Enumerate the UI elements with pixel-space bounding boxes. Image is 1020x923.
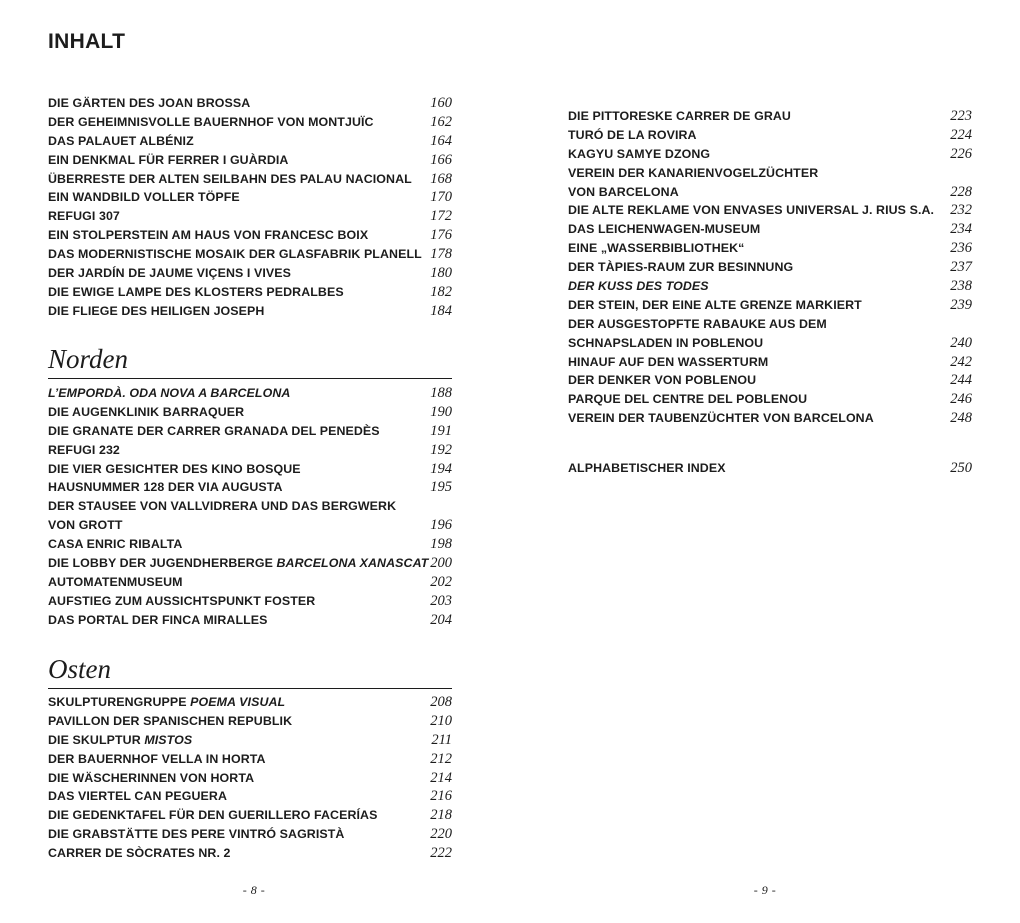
toc-entry-page: 190: [430, 403, 452, 420]
toc-entry-title: [48, 592, 315, 611]
toc-entry-title-text: DER TÀPIES-RAUM ZUR BESINNUNG: [568, 260, 794, 275]
toc-entry-title-text: DAS LEICHENWAGEN-MUSEUM: [568, 222, 761, 237]
right-page: [510, 0, 1020, 923]
toc-entry[interactable]: [48, 844, 452, 863]
toc-entry-title-text: DIE LOBBY DER JUGENDHERBERGE: [48, 556, 277, 571]
toc-entry-title: [568, 277, 709, 296]
toc-entry-page: 208: [430, 694, 452, 710]
toc-entry-title: [48, 535, 182, 554]
toc-entry[interactable]: [48, 554, 452, 573]
toc-entry-title-text: EIN WANDBILD VOLLER TÖPFE: [48, 190, 240, 205]
toc-entry[interactable]: [48, 245, 452, 264]
toc-entry-title: [48, 844, 231, 863]
toc-entry-title: [48, 226, 368, 245]
toc-entry-title: [48, 573, 183, 592]
toc-entry-page: 160: [430, 95, 452, 111]
toc-entry-title: [48, 750, 266, 769]
toc-entry-page: 180: [430, 265, 452, 282]
toc-entry-page: 200: [430, 555, 452, 572]
toc-entry-title: [48, 207, 120, 226]
toc-entry[interactable]: [568, 296, 972, 315]
toc-entry[interactable]: [48, 825, 452, 844]
toc-entry-title: [568, 201, 934, 220]
toc-entry[interactable]: [568, 201, 972, 220]
toc-entry-title-text: DER DENKER VON POBLENOU: [568, 373, 757, 388]
toc-entry-title: [48, 441, 120, 460]
toc-entry-page: 191: [430, 422, 452, 439]
toc-entry-page: 216: [430, 788, 452, 805]
toc-entry-title-text: L’EMPORDÀ. ODA NOVA A BARCELONA: [48, 386, 291, 400]
toc-entry-title: [48, 787, 227, 806]
toc-entry-title: [568, 126, 697, 145]
section-title-osten: Osten: [48, 653, 452, 689]
toc-entry-page: 184: [430, 302, 452, 319]
toc-entry-page: 248: [950, 410, 972, 427]
toc-entry[interactable]: [48, 750, 452, 769]
toc-entry-title: [48, 384, 290, 403]
toc-entry[interactable]: [48, 611, 452, 630]
toc-entry-title-text: DIE VIER GESICHTER DES KINO BOSQUE: [48, 461, 301, 476]
toc-entry-title: [48, 264, 291, 283]
toc-entry-title-text: DER AUSGESTOPFTE RABAUKE AUS DEM: [568, 316, 827, 331]
toc-entry-title: ALPHABETISCHER INDEX: [568, 461, 726, 475]
toc-entry-page: 176: [430, 227, 452, 244]
toc-entry-title: [568, 371, 756, 390]
toc-entry-title-text: DIE EWIGE LAMPE DES KLOSTERS PEDRALBES: [48, 284, 344, 299]
toc-entry-title: [48, 693, 285, 712]
toc-entry-page: 222: [430, 845, 452, 862]
page-number: - 9 -: [753, 883, 777, 897]
toc-entry-page: 232: [950, 202, 972, 219]
toc-entry-page: 164: [430, 132, 452, 149]
toc-entry[interactable]: [48, 478, 452, 497]
toc-entry[interactable]: [568, 183, 972, 202]
toc-entry-title-text: ÜBERRESTE DER ALTEN SEILBAHN DES PALAU NACIONAL: [48, 171, 412, 186]
toc-entry[interactable]: [48, 226, 452, 245]
toc-entry-title-text: DER GEHEIMNISVOLLE BAUERNHOF VON MONTJUÏC: [48, 114, 374, 129]
toc-entry[interactable]: [48, 787, 452, 806]
toc-entry-page: 218: [430, 807, 452, 824]
toc-entry-page: 162: [430, 113, 452, 130]
toc-entry-title-text: DIE PITTORESKE CARRER DE GRAU: [568, 109, 791, 123]
toc-entry[interactable]: [568, 315, 972, 334]
toc-entry-title-text: SCHNAPSLADEN IN POBLENOU: [568, 335, 764, 350]
toc-entry-title: [48, 731, 192, 750]
toc-entry-page: 198: [430, 536, 452, 553]
toc-entry-page: 244: [950, 372, 972, 389]
toc-entry[interactable]: [48, 731, 452, 750]
toc-entry-title: [48, 245, 422, 264]
toc-entry-title: [48, 712, 292, 731]
toc-entry-title-text: DAS PORTAL DER FINCA MIRALLES: [48, 612, 268, 627]
toc-entry-title: [48, 283, 344, 302]
toc-group-1: [48, 94, 452, 321]
toc-entry-title: [568, 296, 862, 315]
toc-entry-title: [568, 258, 793, 277]
toc-entry-title: [48, 769, 254, 788]
toc-entry[interactable]: [48, 264, 452, 283]
toc-entry[interactable]: [568, 164, 972, 183]
toc-entry-title: [48, 497, 396, 516]
toc-entry-title-text: DIE AUGENKLINIK BARRAQUER: [48, 404, 245, 419]
toc-entry-page: 236: [950, 240, 972, 257]
toc-entry[interactable]: [48, 207, 452, 226]
toc-entry-title-text: VEREIN DER TAUBENZÜCHTER VON BARCELONA: [568, 411, 874, 426]
toc-index: [568, 459, 972, 478]
toc-entry-page: 172: [430, 208, 452, 225]
toc-entry-title-text: AUFSTIEG ZUM AUSSICHTSPUNKT FOSTER: [48, 593, 316, 608]
toc-entry-page: 210: [430, 712, 452, 729]
toc-entry-page: 182: [430, 283, 452, 300]
toc-entry-title-text: CARRER DE SÒCRATES NR. 2: [48, 846, 231, 861]
toc-entry-title-text: SKULPTURENGRUPPE: [48, 695, 191, 709]
toc-entry-page: 188: [430, 385, 452, 401]
toc-entry-page: 166: [430, 151, 452, 168]
toc-entry-page: 211: [431, 731, 452, 748]
toc-entry-title-italic: BARCELONA XANASCAT: [276, 556, 429, 571]
toc-entry-page: 178: [430, 246, 452, 263]
toc-entry[interactable]: [568, 353, 972, 372]
toc-entry-title: [568, 409, 874, 428]
toc-entry[interactable]: [48, 441, 452, 460]
toc-entry[interactable]: [48, 94, 452, 113]
toc-entry[interactable]: [48, 535, 452, 554]
toc-entry-title-text: DIE FLIEGE DES HEILIGEN JOSEPH: [48, 303, 265, 318]
toc-entry-title-text: PARQUE DEL CENTRE DEL POBLENOU: [568, 392, 808, 407]
toc-entry-title-text: DIE GRANATE DER CARRER GRANADA DEL PENEDÈS: [48, 423, 380, 438]
toc-entry-title-text: HINAUF AUF DEN WASSERTURM: [568, 354, 769, 369]
toc-entry-title: [48, 516, 123, 535]
toc-entry-page: 195: [430, 479, 452, 496]
toc-entry-title-text: EINE „WASSERBIBLIOTHEK“: [568, 241, 745, 256]
toc-entry-title: [48, 611, 268, 630]
toc-entry-title-text: EIN STOLPERSTEIN AM HAUS VON FRANCESC BOIX: [48, 228, 369, 243]
toc-entry-title: [48, 806, 377, 825]
toc-entry-page: 196: [430, 517, 452, 534]
toc-entry-title-text: TURÓ DE LA ROVIRA: [568, 127, 697, 142]
toc-entry[interactable]: [568, 277, 972, 296]
toc-entry-title: [48, 403, 244, 422]
toc-entry[interactable]: [48, 497, 452, 516]
toc-entry[interactable]: [48, 151, 452, 170]
toc-entry-title-text: DAS VIERTEL CAN PEGUERA: [48, 789, 228, 804]
toc-entry[interactable]: [568, 107, 972, 126]
toc-entry-title-text: DIE GÄRTEN DES JOAN BROSSA: [48, 96, 251, 110]
toc-entry-title: [48, 460, 301, 479]
toc-entry[interactable]: [48, 806, 452, 825]
toc-entry-title-text: DER BAUERNHOF VELLA IN HORTA: [48, 751, 266, 766]
toc-entry-title: [48, 113, 374, 132]
toc-entry[interactable]: [48, 460, 452, 479]
toc-entry-page: 220: [430, 826, 452, 843]
toc-entry[interactable]: [48, 516, 452, 535]
toc-entry-page: 194: [430, 460, 452, 477]
toc-entry[interactable]: [48, 712, 452, 731]
toc-entry-title-text: DIE GRABSTÄTTE DES PERE VINTRÓ SAGRISTÀ: [48, 827, 345, 842]
page-number: - 8 -: [242, 883, 266, 897]
toc-entry[interactable]: [48, 693, 452, 712]
toc-entry-title-text: KAGYU SAMYE DZONG: [568, 146, 711, 161]
toc-entry-title: [48, 151, 288, 170]
toc-entry-title: [48, 170, 412, 189]
toc-entry-title: [48, 825, 344, 844]
toc-entry-title: [568, 220, 760, 239]
toc-entry[interactable]: [48, 188, 452, 207]
toc-entry-title: [568, 145, 710, 164]
toc-entry-title-text: DIE ALTE REKLAME VON ENVASES UNIVERSAL J. RIUS S.A.: [568, 203, 935, 218]
toc-entry[interactable]: [48, 283, 452, 302]
toc-entry-title: [568, 353, 768, 372]
toc-entry-title: [48, 94, 250, 113]
toc-entry-title-text: VON BARCELONA: [568, 184, 679, 199]
toc-entry[interactable]: [568, 220, 972, 239]
toc-entry-page: 223: [950, 108, 972, 124]
toc-entry-title-text: AUTOMATENMUSEUM: [48, 574, 183, 589]
toc-entry[interactable]: [568, 334, 972, 353]
toc-entry-page: 242: [950, 353, 972, 370]
toc-entry-title: [568, 183, 679, 202]
toc-entry-page: 203: [430, 592, 452, 609]
toc-entry-title-text: DER KUSS DES TODES: [568, 279, 709, 294]
toc-entry-title: [568, 334, 763, 353]
toc-entry[interactable]: [48, 384, 452, 403]
toc-entry[interactable]: [568, 409, 972, 428]
toc-entry-page: 239: [950, 296, 972, 313]
toc-entry-title-text: REFUGI 232: [48, 442, 120, 457]
toc-entry-title-text: DER JARDÍN DE JAUME VIÇENS I VIVES: [48, 266, 292, 281]
toc-entry-title-text: HAUSNUMMER 128 DER VIA AUGUSTA: [48, 480, 283, 495]
toc-entry[interactable]: [48, 170, 452, 189]
toc-entry-page: 202: [430, 573, 452, 590]
toc-entry-page: 170: [430, 189, 452, 206]
toc-entry[interactable]: [568, 145, 972, 164]
section-title-norden: Norden: [48, 343, 452, 379]
toc-entry[interactable]: [568, 126, 972, 145]
toc-entry-page: 204: [430, 611, 452, 628]
toc-entry-title: [568, 315, 827, 334]
toc-entry-page: 237: [950, 259, 972, 276]
toc-entry[interactable]: [568, 390, 972, 409]
toc-entry-title-italic: MISTOS: [144, 732, 193, 747]
toc-entry-page: 234: [950, 221, 972, 238]
toc-entry-title-text: CASA ENRIC RIBALTA: [48, 537, 183, 552]
toc-entry-page: 212: [430, 750, 452, 767]
toc-entry-page: 228: [950, 183, 972, 200]
toc-entry-title-text: PAVILLON DER SPANISCHEN REPUBLIK: [48, 713, 293, 728]
toc-entry-title: [568, 107, 791, 126]
toc-entry-title-text: DAS PALAUET ALBÉNIZ: [48, 133, 194, 148]
toc-entry-title: [568, 164, 818, 183]
toc-entry-page: 214: [430, 769, 452, 786]
toc-entry[interactable]: [48, 592, 452, 611]
toc-entry-title-text: DER STAUSEE VON VALLVIDRERA UND DAS BERGWERK: [48, 499, 397, 514]
toc-entry-page: 192: [430, 441, 452, 458]
toc-entry-page: 224: [950, 126, 972, 143]
toc-entry-title-text: DIE SKULPTUR: [48, 732, 145, 747]
toc-group-osten: [48, 693, 452, 863]
toc-entry[interactable]: [48, 113, 452, 132]
toc-entry-page: 226: [950, 145, 972, 162]
toc-entry-title: [48, 554, 428, 573]
toc-entry-title: [48, 188, 240, 207]
toc-entry-title: [48, 302, 264, 321]
toc-group-continued: [568, 107, 972, 428]
toc-group-norden: [48, 384, 452, 630]
toc-entry-page: 240: [950, 334, 972, 351]
toc-entry-title: [568, 239, 744, 258]
toc-entry-title-text: EIN DENKMAL FÜR FERRER I GUÀRDIA: [48, 152, 289, 167]
toc-entry[interactable]: [568, 239, 972, 258]
toc-entry-title-text: REFUGI 307: [48, 209, 120, 224]
toc-entry-title-text: DIE WÄSCHERINNEN VON HORTA: [48, 770, 255, 785]
toc-entry[interactable]: [48, 302, 452, 321]
toc-entry-title-text: DAS MODERNISTISCHE MOSAIK DER GLASFABRIK PLANELL: [48, 247, 422, 262]
toc-entry-title: [48, 478, 283, 497]
page-heading: INHALT: [48, 30, 126, 53]
toc-entry-title: [48, 422, 380, 441]
toc-entry-title-text: DER STEIN, DER EINE ALTE GRENZE MARKIERT: [568, 297, 862, 312]
toc-entry-title-text: DIE GEDENKTAFEL FÜR DEN GUERILLERO FACERÍAS: [48, 808, 378, 823]
toc-entry-page: 168: [430, 170, 452, 187]
toc-entry-page: 246: [950, 391, 972, 408]
toc-entry[interactable]: [48, 403, 452, 422]
toc-entry[interactable]: [568, 371, 972, 390]
toc-entry-title-text: VON GROTT: [48, 518, 123, 533]
toc-entry-title: [568, 390, 807, 409]
toc-entry-title: [48, 132, 194, 151]
toc-entry[interactable]: [48, 422, 452, 441]
toc-entry-title-text: VEREIN DER KANARIENVOGELZÜCHTER: [568, 165, 819, 180]
toc-entry[interactable]: [48, 573, 452, 592]
toc-entry[interactable]: [568, 258, 972, 277]
toc-entry[interactable]: [48, 769, 452, 788]
toc-entry-page: 238: [950, 278, 972, 295]
toc-entry-title-italic: POEMA VISUAL: [190, 695, 286, 709]
toc-entry[interactable]: [48, 132, 452, 151]
toc-entry-page: 250: [950, 460, 972, 476]
toc-entry-index[interactable]: [568, 459, 972, 478]
